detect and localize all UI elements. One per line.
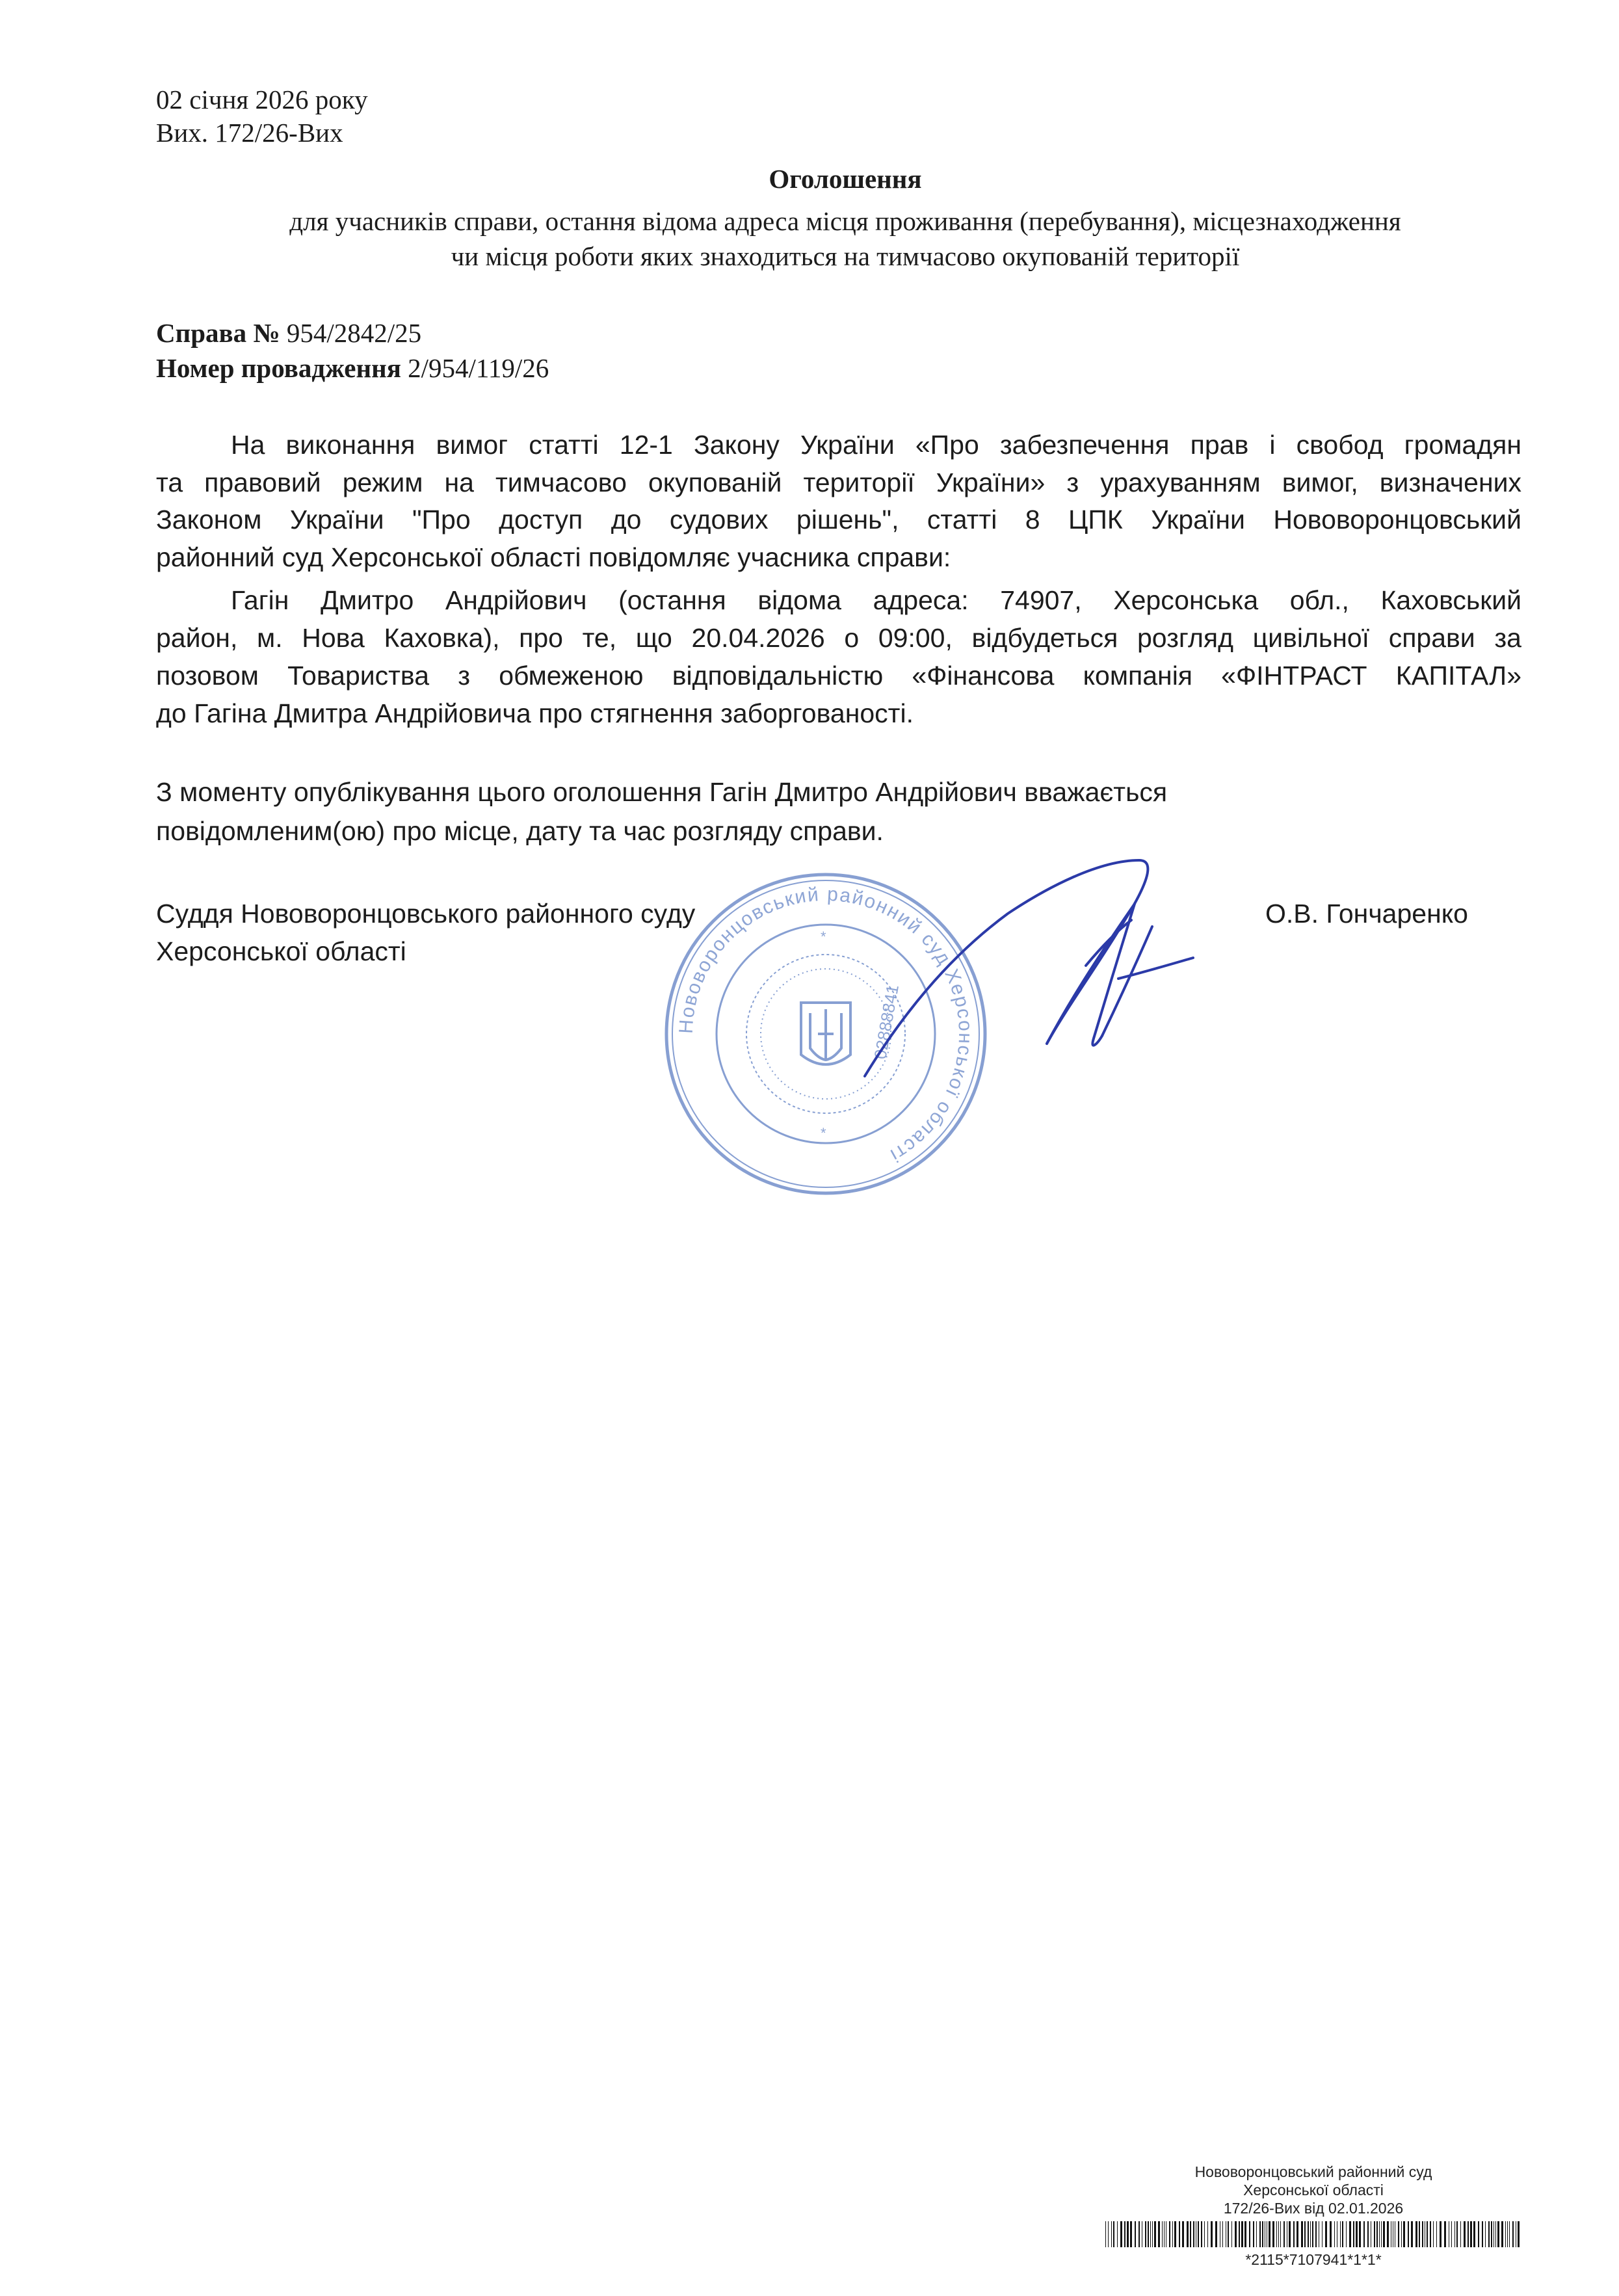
barcode-bar <box>1130 2221 1132 2247</box>
registration-block <box>1105 2163 1521 2269</box>
barcode-bar <box>1312 2221 1313 2247</box>
barcode-bar <box>1164 2221 1165 2247</box>
barcode-bar <box>1468 2221 1469 2247</box>
barcode-icon <box>1105 2221 1521 2247</box>
barcode-bar <box>1408 2221 1409 2247</box>
barcode-bar <box>1235 2221 1237 2247</box>
proceeding-number-value: 2/954/119/26 <box>408 353 549 383</box>
barcode-bar <box>1505 2221 1506 2247</box>
paragraph-3-line-2: повідомленим(ою) про місце, дату та час розгляду справи. <box>156 816 884 846</box>
barcode-bar <box>1518 2221 1520 2247</box>
barcode-bar <box>1135 2221 1136 2247</box>
barcode-bar <box>1330 2221 1332 2247</box>
barcode-bar <box>1340 2221 1341 2247</box>
case-number-line <box>156 320 421 347</box>
barcode-bar <box>1198 2221 1199 2247</box>
barcode-bar <box>1353 2221 1354 2247</box>
signatory-position-line-1: Суддя Нововоронцовського районного суду <box>156 899 696 929</box>
barcode-bar <box>1127 2221 1129 2247</box>
barcode-bar <box>1315 2221 1317 2247</box>
barcode-bar <box>1222 2221 1223 2247</box>
barcode-bar <box>1451 2221 1452 2247</box>
barcode-bar <box>1169 2221 1170 2247</box>
barcode-bar <box>1482 2221 1483 2247</box>
barcode-bar <box>1201 2221 1202 2247</box>
paragraph-1-line-1: На виконання вимог статті 12-1 Закону України «Про забезпечення прав і свобод громадян <box>231 430 1521 460</box>
barcode-bar <box>1322 2221 1323 2247</box>
barcode-bar <box>1436 2221 1437 2247</box>
barcode-bar <box>1512 2221 1514 2247</box>
barcode-bar <box>1427 2221 1428 2247</box>
barcode-bar <box>1440 2221 1441 2247</box>
barcode-bar <box>1411 2221 1413 2247</box>
barcode-bar <box>1304 2221 1306 2247</box>
barcode-bar <box>1401 2221 1402 2247</box>
barcode-bar <box>1349 2221 1351 2247</box>
barcode-bar <box>1207 2221 1208 2247</box>
barcode-bar <box>1325 2221 1327 2247</box>
outgoing-number: Вих. 172/26-Вих <box>156 118 343 148</box>
stamp-code: 02888841 <box>870 983 902 1061</box>
case-number-value: 954/2842/25 <box>286 318 422 348</box>
barcode-bar <box>1488 2221 1490 2247</box>
barcode-bar <box>1419 2221 1420 2247</box>
barcode-bar <box>1430 2221 1431 2247</box>
barcode-bar <box>1228 2221 1229 2247</box>
paragraph-2-line-3: позовом Товариства з обмеженою відповідальністю «Фінансова компанія «ФІНТРАСТ КАПІТАЛ» <box>156 661 1521 691</box>
barcode-text: *2115*7107941*1*1* <box>1245 2251 1382 2268</box>
barcode-bar <box>1342 2221 1343 2247</box>
barcode-bar <box>1158 2221 1160 2247</box>
barcode-bar <box>1456 2221 1458 2247</box>
barcode-bar <box>1301 2221 1303 2247</box>
registration-region: Херсонської області <box>1243 2182 1384 2198</box>
paragraph-2-line-1: Гагін Дмитро Андрійович (остання відома адреса: 74907, Херсонська обл., Каховський <box>231 585 1521 615</box>
barcode-bar <box>1460 2221 1461 2247</box>
proceeding-number-line <box>156 355 549 382</box>
paragraph-1-line-3: Законом України "Про доступ до судових рішень", статті 8 ЦПК України Нововоронцовський <box>156 505 1521 534</box>
registration-court: Нововоронцовський районний суд <box>1194 2163 1432 2180</box>
signatory-name: О.В. Гончаренко <box>1265 899 1468 929</box>
barcode-bar <box>1278 2221 1279 2247</box>
stamp-star-bottom-icon: * <box>821 1125 826 1141</box>
barcode-bar <box>1376 2221 1378 2247</box>
barcode-bar <box>1374 2221 1375 2247</box>
barcode-bar <box>1280 2221 1281 2247</box>
document-title: Оголошення <box>769 164 922 194</box>
stamp-star-top-icon: * <box>821 929 826 945</box>
barcode-bar <box>1204 2221 1205 2247</box>
barcode-bar <box>1152 2221 1153 2247</box>
paragraph-1-line-4: районний суд Херсонської області повідомляє учасника справи: <box>156 542 951 572</box>
barcode-bar <box>1244 2221 1246 2247</box>
barcode-bar <box>1454 2221 1455 2247</box>
barcode-bar <box>1145 2221 1146 2247</box>
barcode-bar <box>1162 2221 1163 2247</box>
barcode-bar <box>1464 2221 1466 2247</box>
barcode-bar <box>1495 2221 1496 2247</box>
barcode-bar <box>1478 2221 1479 2247</box>
barcode-bar <box>1470 2221 1472 2247</box>
barcode-bar <box>1381 2221 1382 2247</box>
barcode-bar <box>1269 2221 1270 2247</box>
stamp-ring-text: Нововоронцовський районний суд Херсонської області <box>675 883 977 1167</box>
barcode-bar <box>1379 2221 1380 2247</box>
paragraph-3-line-1: З моменту опублікування цього оголошення Гагін Дмитро Андрійович вважається <box>156 777 1168 807</box>
barcode-bar <box>1182 2221 1184 2247</box>
barcode-bar <box>1356 2221 1358 2247</box>
document-date: 02 січня 2026 року <box>156 85 368 114</box>
barcode-bar <box>1359 2221 1361 2247</box>
signatory-position-line-2: Херсонської області <box>156 936 406 966</box>
barcode-bar <box>1262 2221 1263 2247</box>
barcode-bar <box>1239 2221 1240 2247</box>
barcode-bar <box>1124 2221 1125 2247</box>
barcode-bar <box>1387 2221 1389 2247</box>
barcode-bar <box>1433 2221 1434 2247</box>
barcode-bar <box>1293 2221 1295 2247</box>
barcode-bar <box>1172 2221 1173 2247</box>
handwritten-signature <box>839 849 1203 1096</box>
barcode-bar <box>1148 2221 1149 2247</box>
barcode-bar <box>1509 2221 1510 2247</box>
proceeding-number-label: Номер провадження <box>156 353 401 383</box>
document-subtitle-line-1: для учасників справи, остання відома адреса місця проживання (перебування), місцезнаходження <box>289 206 1401 236</box>
barcode-bar <box>1363 2221 1365 2247</box>
barcode-bar <box>1491 2221 1492 2247</box>
barcode-bar <box>1485 2221 1486 2247</box>
barcode-bar <box>1117 2221 1118 2247</box>
barcode-bar <box>1473 2221 1475 2247</box>
barcode-bar <box>1346 2221 1347 2247</box>
barcode-bar <box>1139 2221 1140 2247</box>
barcode-bar <box>1272 2221 1274 2247</box>
barcode-bar <box>1308 2221 1309 2247</box>
barcode-bar <box>1383 2221 1385 2247</box>
barcode-bar <box>1253 2221 1254 2247</box>
barcode-bar <box>1211 2221 1213 2247</box>
barcode-bar <box>1179 2221 1180 2247</box>
barcode-bar <box>1415 2221 1417 2247</box>
barcode-bar <box>1231 2221 1232 2247</box>
barcode-bar <box>1310 2221 1311 2247</box>
barcode-bar <box>1422 2221 1423 2247</box>
barcode-bar <box>1403 2221 1405 2247</box>
paragraph-1-line-2: та правовий режим на тимчасово окупованій території України» з урахуванням вимог, визначених <box>156 468 1521 497</box>
registration-number: 172/26-Вих від 02.01.2026 <box>1223 2200 1404 2217</box>
barcode-bar <box>1259 2221 1261 2247</box>
case-number-label: Справа № <box>156 318 280 348</box>
barcode-bar <box>1150 2221 1151 2247</box>
barcode-bar <box>1111 2221 1112 2247</box>
paragraph-2-line-4: до Гагіна Дмитра Андрійовича про стягнення заборгованості. <box>156 698 914 728</box>
paragraph-2-line-2: район, м. Нова Каховка), про те, що 20.04.2026 о 09:00, відбудеться розгляд цивільної справи за <box>156 623 1521 653</box>
document-subtitle-line-2: чи місця роботи яких знаходиться на тимчасово окупованій території <box>451 241 1240 271</box>
barcode-bar <box>1105 2221 1106 2247</box>
barcode-bar <box>1256 2221 1257 2247</box>
barcode-bar <box>1249 2221 1250 2247</box>
barcode-bar <box>1113 2221 1114 2247</box>
barcode-bar <box>1334 2221 1335 2247</box>
barcode-bar <box>1108 2221 1109 2247</box>
barcode-bar <box>1297 2221 1298 2247</box>
barcode-bar <box>1215 2221 1217 2247</box>
barcode-bar <box>1174 2221 1176 2247</box>
barcode-bar <box>1501 2221 1503 2247</box>
barcode-bar <box>1154 2221 1156 2247</box>
barcode-bar <box>1187 2221 1189 2247</box>
barcode-bar <box>1444 2221 1446 2247</box>
barcode-bar <box>1507 2221 1508 2247</box>
barcode-bar <box>1276 2221 1277 2247</box>
barcode-bar <box>1398 2221 1399 2247</box>
barcode-bar <box>1367 2221 1369 2247</box>
barcode-bar <box>1120 2221 1122 2247</box>
barcode-bar <box>1497 2221 1499 2247</box>
barcode-bar <box>1190 2221 1191 2247</box>
barcode-bar <box>1193 2221 1194 2247</box>
barcode-bar <box>1283 2221 1285 2247</box>
barcode-bar <box>1289 2221 1291 2247</box>
barcode-bar <box>1241 2221 1243 2247</box>
